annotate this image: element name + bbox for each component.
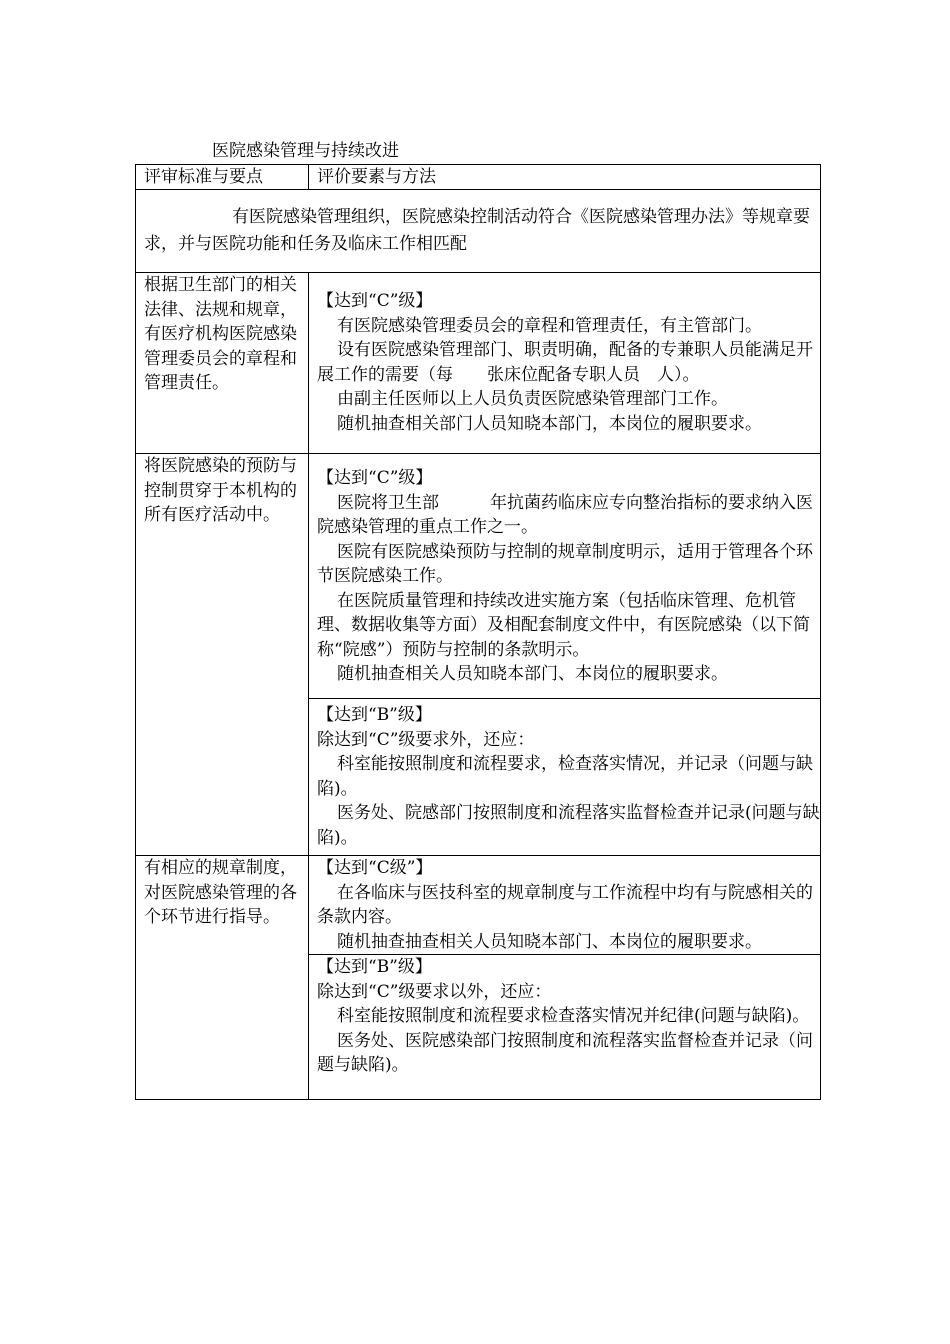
- list-item: 随机抽查相关人员知晓本部门、本岗位的履职要求。: [337, 664, 728, 684]
- level-label: 【达到“B”级】: [317, 705, 432, 725]
- list-item: 随机抽查相关部门人员知晓本部门，本岗位的履职要求。: [337, 413, 762, 434]
- method-cell: [309, 699, 821, 856]
- list-item: 医院将卫生部 年抗菌药临床应专向整治指标的要求纳入医院感染管理的重点工作之一。: [317, 492, 813, 537]
- method-cell: [309, 955, 821, 1100]
- list-item: 医院有医院感染预防与控制的规章制度明示，适用于管理各个环节医院感染工作。: [317, 541, 813, 586]
- list-item: 医务处、医院感染部门按照制度和流程落实监督检查并记录（问题与缺陷)。: [317, 1030, 813, 1075]
- table-header-row: [136, 165, 821, 190]
- level-label: 【达到“C”级】: [317, 291, 433, 311]
- table-row: [136, 856, 821, 955]
- list-item: 在各临床与医技科室的规章制度与工作流程中均有与院感相关的条款内容。: [317, 882, 813, 927]
- list-item: 设有医院感染管理部门、职责明确，配备的专兼职人员能满足开展工作的需要（每 张床位配备专职人员 人）。: [317, 340, 813, 385]
- level-lead: 除达到“C”级要求外，还应：: [317, 729, 535, 750]
- list-item: 由副主任医师以上人员负责医院感染管理部门工作。: [337, 389, 728, 409]
- intro-row: [136, 190, 821, 273]
- method-cell: [309, 273, 821, 454]
- standard-cell: [136, 856, 309, 1100]
- evaluation-table: [135, 164, 821, 1100]
- intro-cell: [136, 190, 821, 273]
- level-label: 【达到“B”级】: [317, 957, 432, 977]
- list-item: 医务处、院感部门按照制度和流程落实监督检查并记录(问题与缺陷)。: [317, 803, 820, 848]
- header-method: 评价要素与方法: [309, 165, 821, 190]
- level-label: 【达到“C级”】: [317, 858, 433, 878]
- intro-text: 有医院感染管理组织，医院感染控制活动符合《医院感染管理办法》等规章要求，并与医院功能和任务及临床工作相匹配: [144, 207, 810, 254]
- list-item: 有医院感染管理委员会的章程和管理责任，有主管部门。: [337, 315, 762, 336]
- standard-text: 根据卫生部门的相关法律、法规和规章，有医疗机构医院感染管理委员会的章程和管理责任。: [144, 275, 297, 393]
- standard-text: 有相应的规章制度，对医院感染管理的各个环节进行指导。: [144, 858, 297, 927]
- table-row: [136, 273, 821, 454]
- method-cell: [309, 856, 821, 955]
- standard-cell: [136, 273, 309, 454]
- document-title: 医院感染管理与持续改进: [212, 141, 399, 161]
- list-item: 在医院质量管理和持续改进实施方案（包括临床管理、危机管理、数据收集等方面）及相配套制度文件中，有医院感染（以下简称“院感”）预防与控制的条款明示。: [317, 590, 810, 660]
- header-standard: 评审标准与要点: [136, 165, 309, 190]
- table-row: [136, 454, 821, 699]
- list-item: 科室能按照制度和流程要求检查落实情况并纪律(问题与缺陷)。: [337, 1006, 810, 1026]
- list-item: 科室能按照制度和流程要求，检查落实情况，并记录（问题与缺陷)。: [317, 754, 813, 799]
- level-lead: 除达到“C”级要求以外，还应：: [317, 981, 552, 1002]
- level-label: 【达到“C”级】: [317, 468, 433, 488]
- standard-cell: [136, 454, 309, 856]
- standard-text: 将医院感染的预防与控制贯穿于本机构的所有医疗活动中。: [144, 456, 297, 525]
- list-item: 随机抽查抽查相关人员知晓本部门、本岗位的履职要求。: [337, 931, 762, 952]
- method-cell: [309, 454, 821, 699]
